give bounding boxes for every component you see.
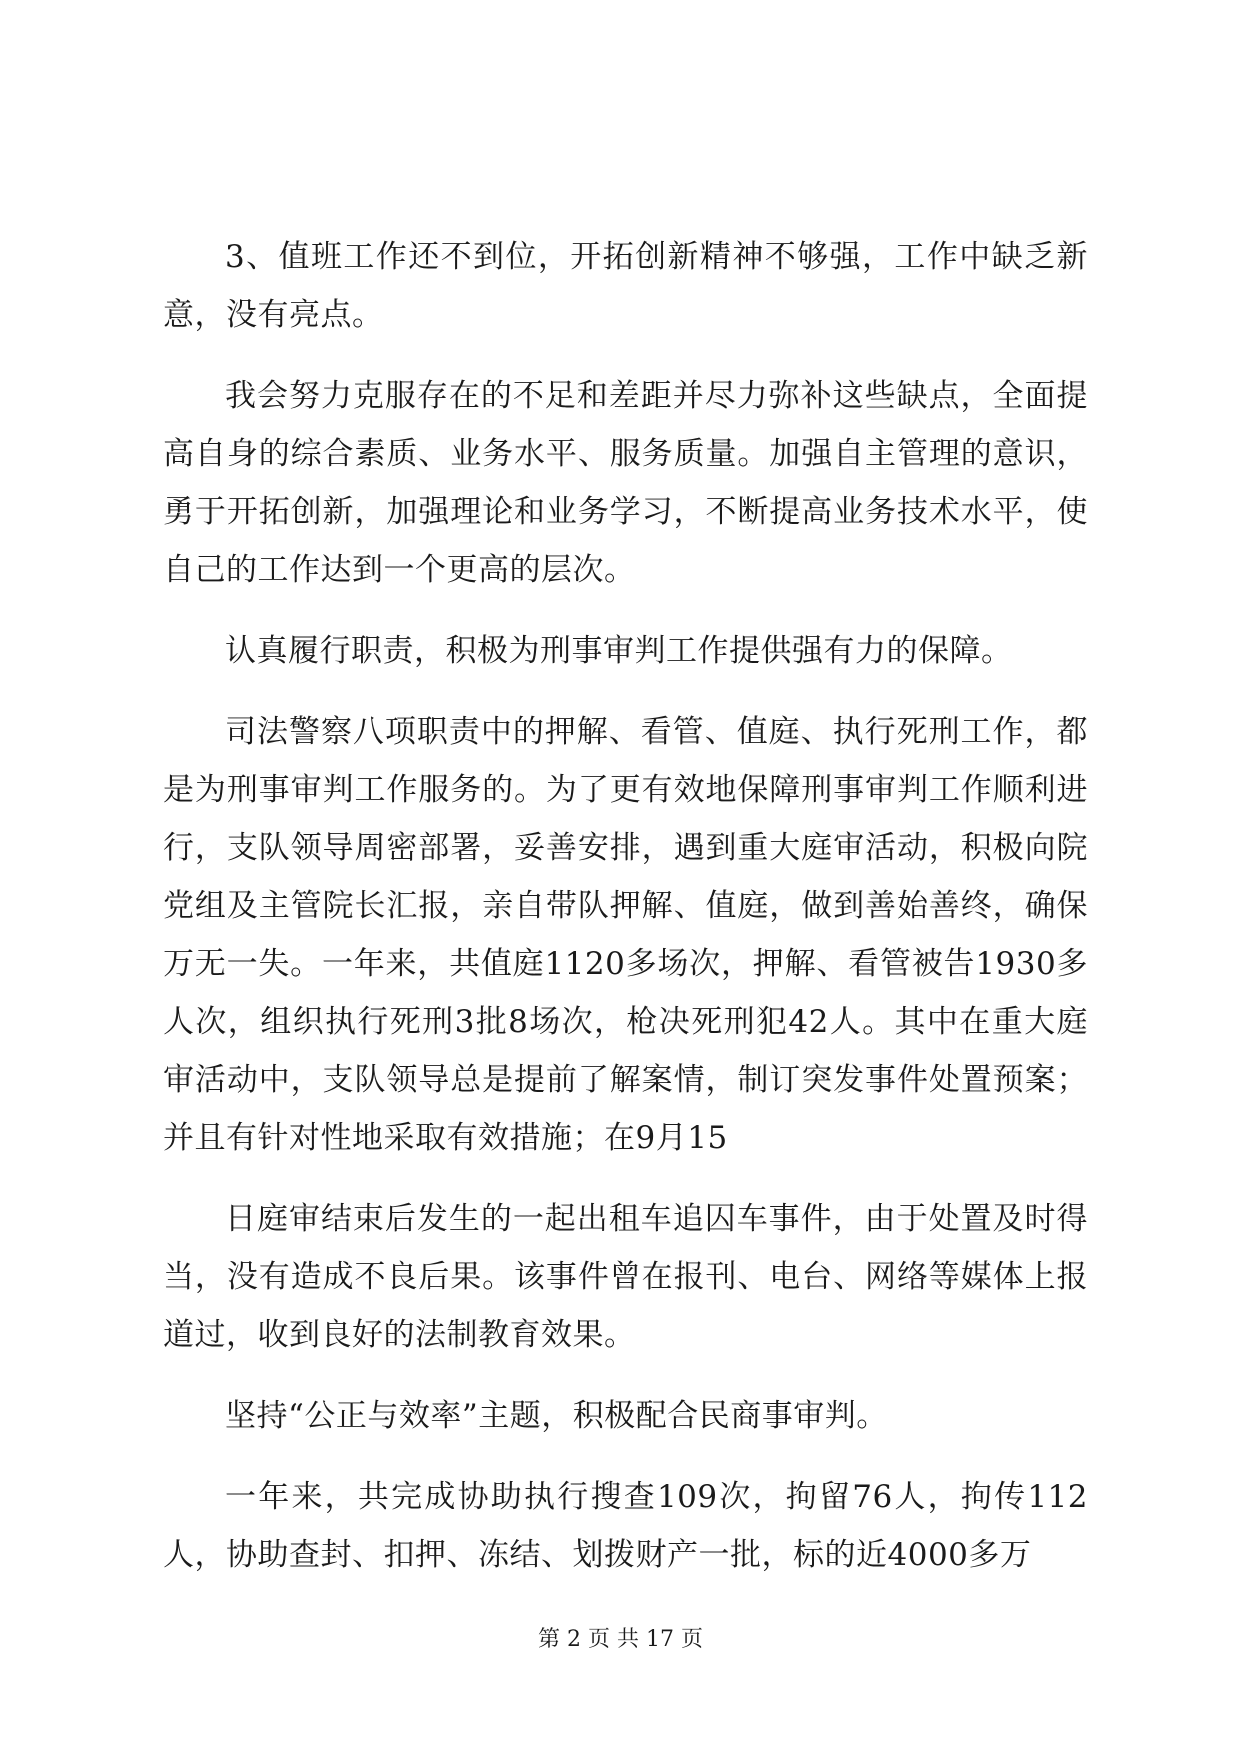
page-number-footer: 第 2 页 共 17 页 [538, 1627, 703, 1652]
paragraph-improvement: 我会努力克服存在的不足和差距并尽力弥补这些缺点，全面提高自身的综合素质、业务水平、服务质量。加强自主管理的意识，勇于开拓创新，加强理论和业务学习，不断提高业务技术水平，使自己的工作达到一个更高的层次。 [163, 378, 1088, 588]
paragraph-incident: 日庭审结束后发生的一起出租车追囚车事件，由于处置及时得当，没有造成不良后果。该事件曾在报刊、电台、网络等媒体上报道过，收到良好的法制教育效果。 [163, 1201, 1088, 1353]
document-body [163, 228, 1088, 1607]
paragraph-duties-heading: 认真履行职责，积极为刑事审判工作提供强有力的保障。 [225, 633, 1013, 669]
paragraph-criminal-trial: 司法警察八项职责中的押解、看管、值庭、执行死刑工作，都是为刑事审判工作服务的。为了更有效地保障刑事审判工作顺利进行，支队领导周密部署，妥善安排，遇到重大庭审活动，积极向院党组及主管院长汇报，亲自带队押解、值庭，做到善始善终，确保万无一失。一年来，共值庭1120多场次，押解、看管被告1930多人次，组织执行死刑3批8场次，枪决死刑犯42人。其中在重大庭审活动中，支队领导总是提前了解案情，制订突发事件处置预案；并且有针对性地采取有效措施；在9月15 [163, 714, 1088, 1156]
paragraph-shortcomings: 3、值班工作还不到位，开拓创新精神不够强，工作中缺乏新意，没有亮点。 [163, 239, 1088, 333]
paragraph-civil-stats: 一年来，共完成协助执行搜查109次，拘留76人，拘传112人，协助查封、扣押、冻结、划拨财产一批，标的近4000多万 [163, 1479, 1088, 1573]
paragraph-civil-heading: 坚持“公正与效率”主题，积极配合民商事审判。 [225, 1398, 888, 1434]
